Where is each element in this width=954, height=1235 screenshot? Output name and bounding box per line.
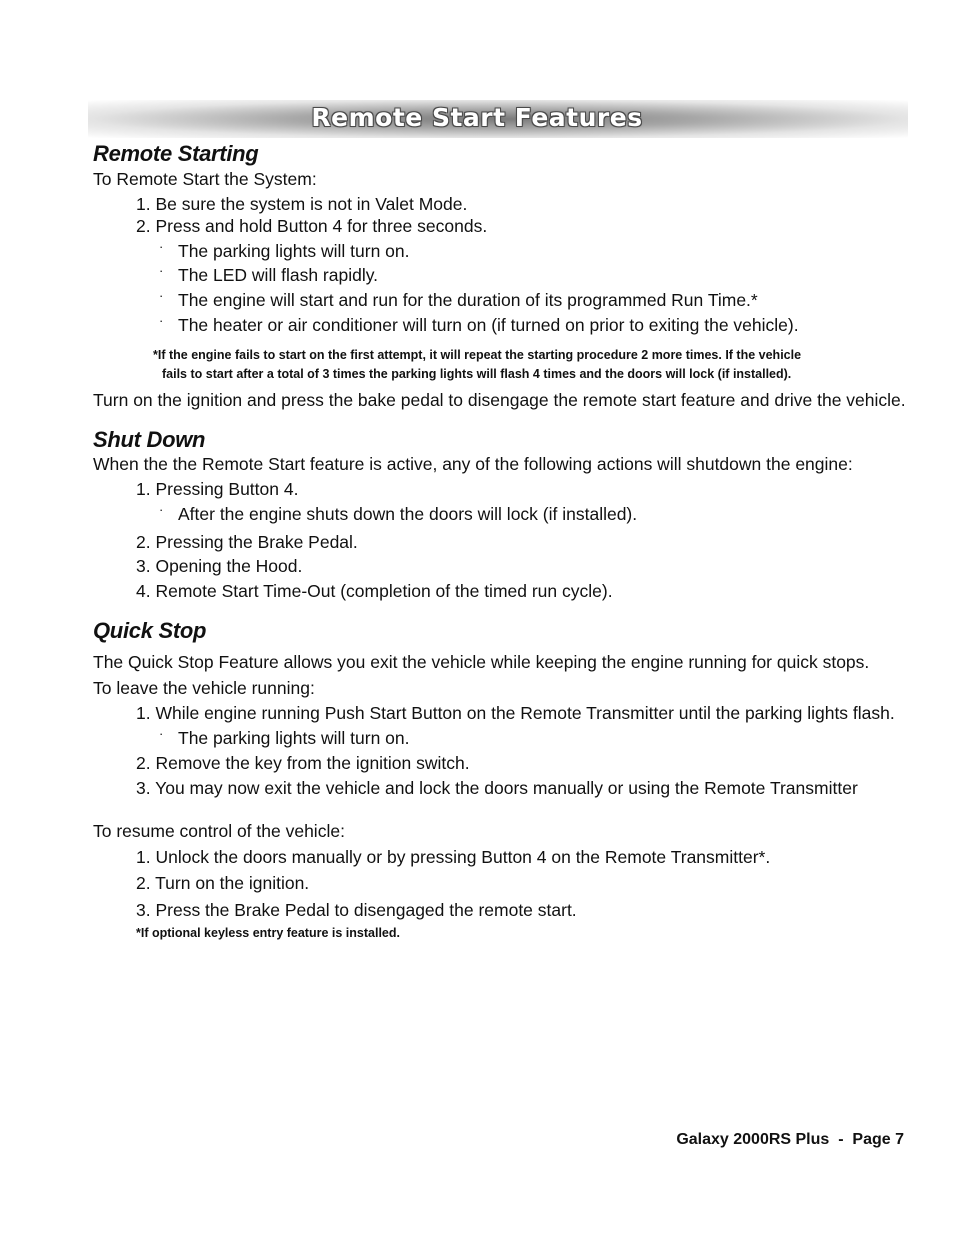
- remote-starting-intro: To Remote Start the System:: [93, 169, 317, 189]
- bullet-icon: ·: [159, 263, 164, 278]
- quick-stop-resume-step-3: 3. Press the Brake Pedal to disengaged the remote start.: [136, 900, 577, 920]
- bullet-icon: ·: [159, 313, 164, 328]
- remote-starting-bullet-1: The parking lights will turn on.: [178, 241, 410, 261]
- shut-down-step-2: 2. Pressing the Brake Pedal.: [136, 532, 358, 552]
- quick-stop-resume-step-1: 1. Unlock the doors manually or by pressing Button 4 on the Remote Transmitter*.: [136, 847, 771, 867]
- remote-starting-heading: Remote Starting: [93, 141, 259, 166]
- remote-starting-step-2: 2. Press and hold Button 4 for three seconds.: [136, 216, 488, 236]
- bullet-icon: ·: [159, 502, 164, 517]
- shut-down-heading: Shut Down: [93, 427, 206, 452]
- remote-starting-bullet-2: The LED will flash rapidly.: [178, 265, 379, 285]
- bullet-icon: ·: [159, 239, 164, 254]
- page-footer: Galaxy 2000RS Plus - Page 7: [676, 1131, 904, 1148]
- quick-stop-resume-intro: To resume control of the vehicle:: [93, 821, 345, 841]
- quick-stop-resume-step-2: 2. Turn on the ignition.: [136, 873, 310, 893]
- remote-starting-step-1: 1. Be sure the system is not in Valet Mode.: [136, 194, 468, 214]
- quick-stop-resume-note: *If optional keyless entry feature is installed.: [136, 926, 400, 940]
- remote-starting-outro: Turn on the ignition and press the bake pedal to disengage the remote start feature and drive the vehicle.: [93, 390, 906, 410]
- shut-down-step-1: 1. Pressing Button 4.: [136, 479, 299, 499]
- page-title: Remote Start Features: [311, 103, 643, 132]
- remote-starting-bullet-3: The engine will start and run for the duration of its programmed Run Time.*: [178, 290, 758, 310]
- quick-stop-step-3: 3. You may now exit the vehicle and lock the doors manually or using the Remote Transmitter: [136, 778, 858, 798]
- quick-stop-heading: Quick Stop: [93, 618, 207, 643]
- bullet-icon: ·: [159, 726, 164, 741]
- quick-stop-step-1-bullet: The parking lights will turn on.: [178, 728, 410, 748]
- quick-stop-step-1: 1. While engine running Push Start Button on the Remote Transmitter until the parking lights flash.: [136, 703, 895, 723]
- quick-stop-intro-2: To leave the vehicle running:: [93, 678, 315, 698]
- shut-down-step-3: 3. Opening the Hood.: [136, 556, 303, 576]
- remote-starting-note-line-1: *If the engine fails to start on the first attempt, it will repeat the starting procedure 2 more times. If the vehicle: [153, 348, 802, 362]
- shut-down-step-4: 4. Remote Start Time-Out (completion of the timed run cycle).: [136, 581, 613, 601]
- shut-down-step-1-bullet: After the engine shuts down the doors will lock (if installed).: [178, 504, 638, 524]
- shut-down-intro: When the the Remote Start feature is active, any of the following actions will shutdown the engine:: [93, 454, 853, 474]
- quick-stop-intro-1: The Quick Stop Feature allows you exit the vehicle while keeping the engine running for quick stops.: [93, 652, 870, 672]
- remote-starting-bullet-4: The heater or air conditioner will turn on (if turned on prior to exiting the vehicle).: [178, 315, 799, 335]
- remote-starting-note-line-2: fails to start after a total of 3 times the parking lights will flash 4 times and the doors will lock (if installed).: [162, 367, 792, 381]
- quick-stop-step-2: 2. Remove the key from the ignition switch.: [136, 753, 470, 773]
- bullet-icon: ·: [159, 288, 164, 303]
